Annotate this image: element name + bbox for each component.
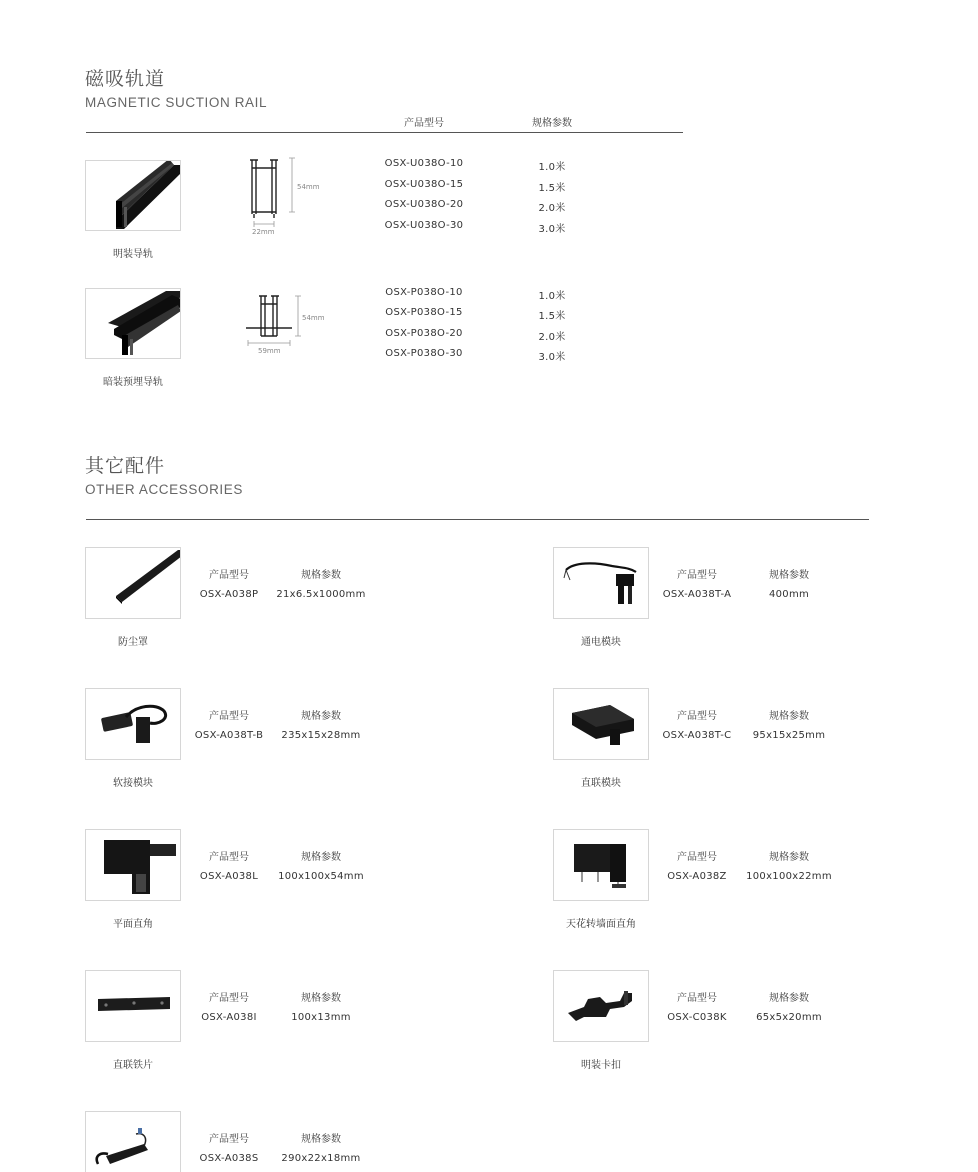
- accessory-model: OSX-A038S: [199, 1153, 259, 1164]
- accessories-section-title-cn: 其它配件: [85, 455, 166, 477]
- accessory-card: [553, 970, 853, 1080]
- straight-module-icon: [554, 689, 649, 760]
- surface-rail-icon: [86, 161, 181, 231]
- accessory-spec: 21x6.5x1000mm: [276, 589, 366, 600]
- cable-connector-icon: [86, 1112, 181, 1172]
- accessory-card: [85, 970, 385, 1080]
- rail-model-cell: OSX-U038O-20: [384, 199, 464, 210]
- rail-height-dimension: 54mm: [297, 183, 320, 191]
- rail-section-title-en: MAGNETIC SUCTION RAIL: [85, 95, 268, 110]
- rail-section-divider: [86, 132, 683, 133]
- flexible-module-icon: [86, 689, 181, 760]
- accessory-thumbnail: [85, 688, 181, 760]
- accessory-header-spec: 规格参数: [301, 711, 341, 722]
- accessory-spec: 400mm: [768, 589, 810, 600]
- accessories-section-divider: [86, 519, 869, 520]
- accessory-spec: 95x15x25mm: [752, 730, 826, 741]
- accessory-model: OSX-A038T-B: [194, 730, 264, 741]
- rail-width-dimension: 59mm: [258, 347, 281, 355]
- accessory-card: [85, 1111, 385, 1172]
- accessory-header-spec: 规格参数: [301, 1134, 341, 1145]
- accessory-card: [553, 547, 853, 657]
- accessory-model: OSX-A038Z: [667, 871, 727, 882]
- accessory-name: 天花转墙面直角: [566, 919, 636, 930]
- rail-model-cell: OSX-U038O-15: [384, 179, 464, 190]
- rail-spec-cell: 2.0米: [538, 332, 566, 343]
- accessory-card: [553, 688, 853, 798]
- rail-caption: 明装导轨: [113, 249, 153, 260]
- accessory-card: [85, 688, 385, 798]
- accessory-header-spec: 规格参数: [301, 852, 341, 863]
- accessory-header-spec: 规格参数: [301, 993, 341, 1004]
- accessory-model: OSX-A038I: [201, 1012, 257, 1023]
- accessory-header-model: 产品型号: [677, 711, 717, 722]
- accessories-section-title-en: OTHER ACCESSORIES: [85, 482, 243, 497]
- rail-spec-cell: 1.5米: [538, 311, 566, 322]
- rail-spec-cell: 1.0米: [538, 162, 566, 173]
- accessory-name: 明装卡扣: [581, 1060, 621, 1071]
- rail-spec-cell: 1.5米: [538, 183, 566, 194]
- accessory-thumbnail: [553, 829, 649, 901]
- accessory-model: OSX-A038T-A: [662, 589, 732, 600]
- accessory-thumbnail: [553, 547, 649, 619]
- accessory-header-spec: 规格参数: [769, 570, 809, 581]
- rail-column-header-spec: 规格参数: [532, 118, 572, 129]
- accessory-thumbnail: [85, 547, 181, 619]
- accessory-name: 通电模块: [581, 637, 621, 648]
- recessed-rail-thumbnail: [85, 288, 181, 359]
- surface-rail-profile-drawing: [244, 154, 324, 238]
- accessory-model: OSX-C038K: [667, 1012, 727, 1023]
- accessory-header-model: 产品型号: [209, 711, 249, 722]
- clip-icon: [554, 971, 649, 1042]
- rail-model-cell: OSX-P038O-15: [385, 307, 463, 318]
- accessory-name: 直联模块: [581, 778, 621, 789]
- accessory-card: [85, 547, 385, 657]
- accessory-thumbnail: [85, 829, 181, 901]
- rail-spec-cell: 3.0米: [538, 224, 566, 235]
- accessory-spec: 235x15x28mm: [281, 730, 361, 741]
- accessory-thumbnail: [553, 688, 649, 760]
- rail-section-title-cn: 磁吸轨道: [85, 68, 166, 90]
- rail-model-cell: OSX-P038O-10: [385, 287, 463, 298]
- rail-spec-cell: 1.0米: [538, 291, 566, 302]
- recessed-rail-icon: [86, 289, 181, 359]
- power-module-icon: [554, 548, 649, 619]
- accessory-thumbnail: [553, 970, 649, 1042]
- accessory-header-model: 产品型号: [209, 852, 249, 863]
- accessory-header-spec: 规格参数: [769, 852, 809, 863]
- surface-rail-thumbnail: [85, 160, 181, 231]
- accessory-header-spec: 规格参数: [769, 711, 809, 722]
- recessed-rail-profile-drawing: [244, 290, 334, 360]
- flat-angle-icon: [86, 830, 181, 901]
- accessory-header-spec: 规格参数: [769, 993, 809, 1004]
- accessory-header-model: 产品型号: [209, 570, 249, 581]
- rail-height-dimension: 54mm: [302, 314, 325, 322]
- rail-caption: 暗装预埋导轨: [103, 377, 163, 388]
- accessory-header-spec: 规格参数: [301, 570, 341, 581]
- accessory-spec: 100x100x22mm: [746, 871, 832, 882]
- accessory-header-model: 产品型号: [209, 993, 249, 1004]
- accessory-model: OSX-A038P: [199, 589, 259, 600]
- rail-model-cell: OSX-P038O-30: [385, 348, 463, 359]
- iron-plate-icon: [86, 971, 181, 1042]
- accessory-name: 防尘罩: [118, 637, 148, 648]
- accessory-spec: 100x13mm: [291, 1012, 351, 1023]
- rail-spec-cell: 2.0米: [538, 203, 566, 214]
- accessory-header-model: 产品型号: [677, 852, 717, 863]
- accessory-thumbnail: [85, 970, 181, 1042]
- dust-cover-icon: [86, 548, 181, 619]
- accessory-thumbnail: [85, 1111, 181, 1172]
- accessory-card: [553, 829, 853, 939]
- accessory-spec: 65x5x20mm: [756, 1012, 822, 1023]
- accessory-model: OSX-A038L: [199, 871, 259, 882]
- rail-model-cell: OSX-P038O-20: [385, 328, 463, 339]
- rail-model-cell: OSX-U038O-10: [384, 158, 464, 169]
- accessory-name: 软接模块: [113, 778, 153, 789]
- accessory-header-model: 产品型号: [209, 1134, 249, 1145]
- accessory-header-model: 产品型号: [677, 993, 717, 1004]
- accessory-name: 直联铁片: [113, 1060, 153, 1071]
- rail-width-dimension: 22mm: [252, 228, 275, 236]
- accessory-spec: 290x22x18mm: [281, 1153, 361, 1164]
- rail-column-header-model: 产品型号: [404, 118, 444, 129]
- ceiling-wall-angle-icon: [554, 830, 649, 901]
- accessory-name: 平面直角: [113, 919, 153, 930]
- accessory-model: OSX-A038T-C: [662, 730, 732, 741]
- rail-spec-cell: 3.0米: [538, 352, 566, 363]
- accessory-header-model: 产品型号: [677, 570, 717, 581]
- accessory-spec: 100x100x54mm: [278, 871, 364, 882]
- rail-model-cell: OSX-U038O-30: [384, 220, 464, 231]
- accessory-card: [85, 829, 385, 939]
